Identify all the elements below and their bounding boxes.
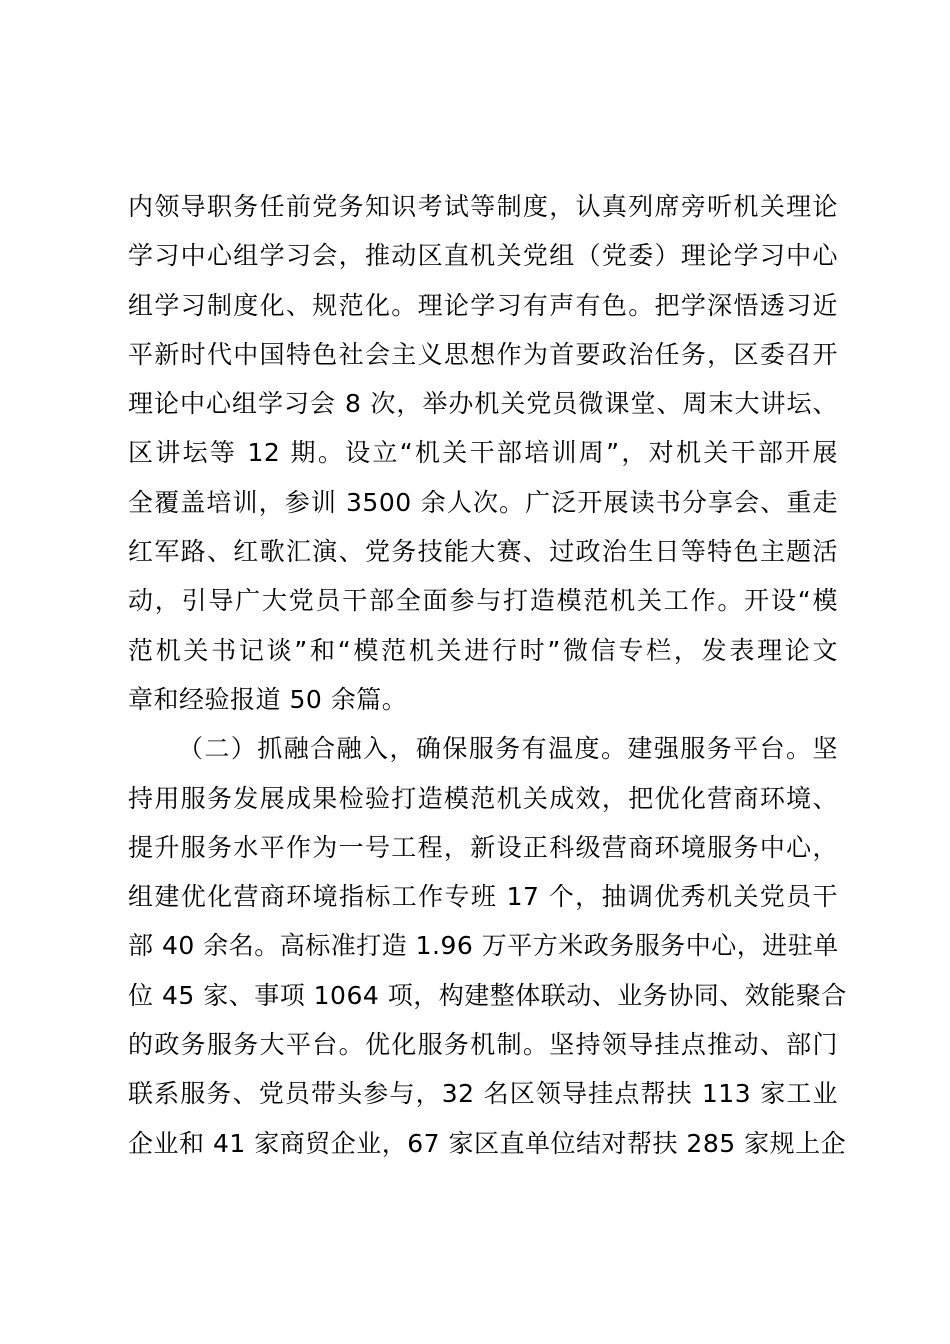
text-line: 学习中心组学习会，推动区直机关党组（党委）理论学习中心 (128, 241, 838, 271)
text-line: 平新时代中国特色社会主义思想作为首要政治任务，区委召开 (128, 339, 838, 369)
text-line: 全覆盖培训，参训 3500 余人次。广泛开展读书分享会、重走 (128, 487, 838, 517)
text-line: 范机关书记谈”和“模范机关进行时”微信专栏，发表理论文 (128, 635, 838, 665)
text-line: 提升服务水平作为一号工程，新设正科级营商环境服务中心， (128, 832, 838, 862)
text-line: 位 45 家、事项 1064 项，构建整体联动、业务协同、效能聚合 (128, 980, 847, 1010)
text-line: 理论中心组学习会 8 次，举办机关党员微课堂、周末大讲坛、 (128, 389, 838, 419)
text-line: 的政务服务大平台。优化服务机制。坚持领导挂点推动、部门 (128, 1030, 838, 1060)
text-line: 持用服务发展成果检验打造模范机关成效，把优化营商环境、 (128, 783, 838, 813)
text-line: 组建优化营商环境指标工作专班 17 个，抽调优秀机关党员干 (128, 882, 838, 912)
text-line: （二）抓融合融入，确保服务有温度。建强服务平台。坚 (178, 734, 838, 764)
text-line: 章和经验报道 50 余篇。 (128, 684, 408, 714)
text-line: 内领导职务任前党务知识考试等制度，认真列席旁听机关理论 (128, 192, 838, 221)
text-line: 联系服务、党员带头参与，32 名区领导挂点帮扶 113 家工业 (128, 1079, 838, 1109)
text-line: 部 40 余名。高标准打造 1.96 万平方米政务服务中心，进驻单 (128, 931, 839, 961)
text-line: 区讲坛等 12 期。设立“机关干部培训周”，对机关干部开展 (128, 438, 838, 468)
body-text (128, 182, 847, 1168)
text-line: 红军路、红歌汇演、党务技能大赛、过政治生日等特色主题活 (128, 537, 838, 567)
text-line: 动，引导广大党员干部全面参与打造模范机关工作。开设“模 (128, 586, 838, 616)
text-line: 企业和 41 家商贸企业，67 家区直单位结对帮扶 285 家规上企 (128, 1128, 847, 1158)
text-line: 组学习制度化、规范化。理论学习有声有色。把学深悟透习近 (128, 290, 838, 320)
